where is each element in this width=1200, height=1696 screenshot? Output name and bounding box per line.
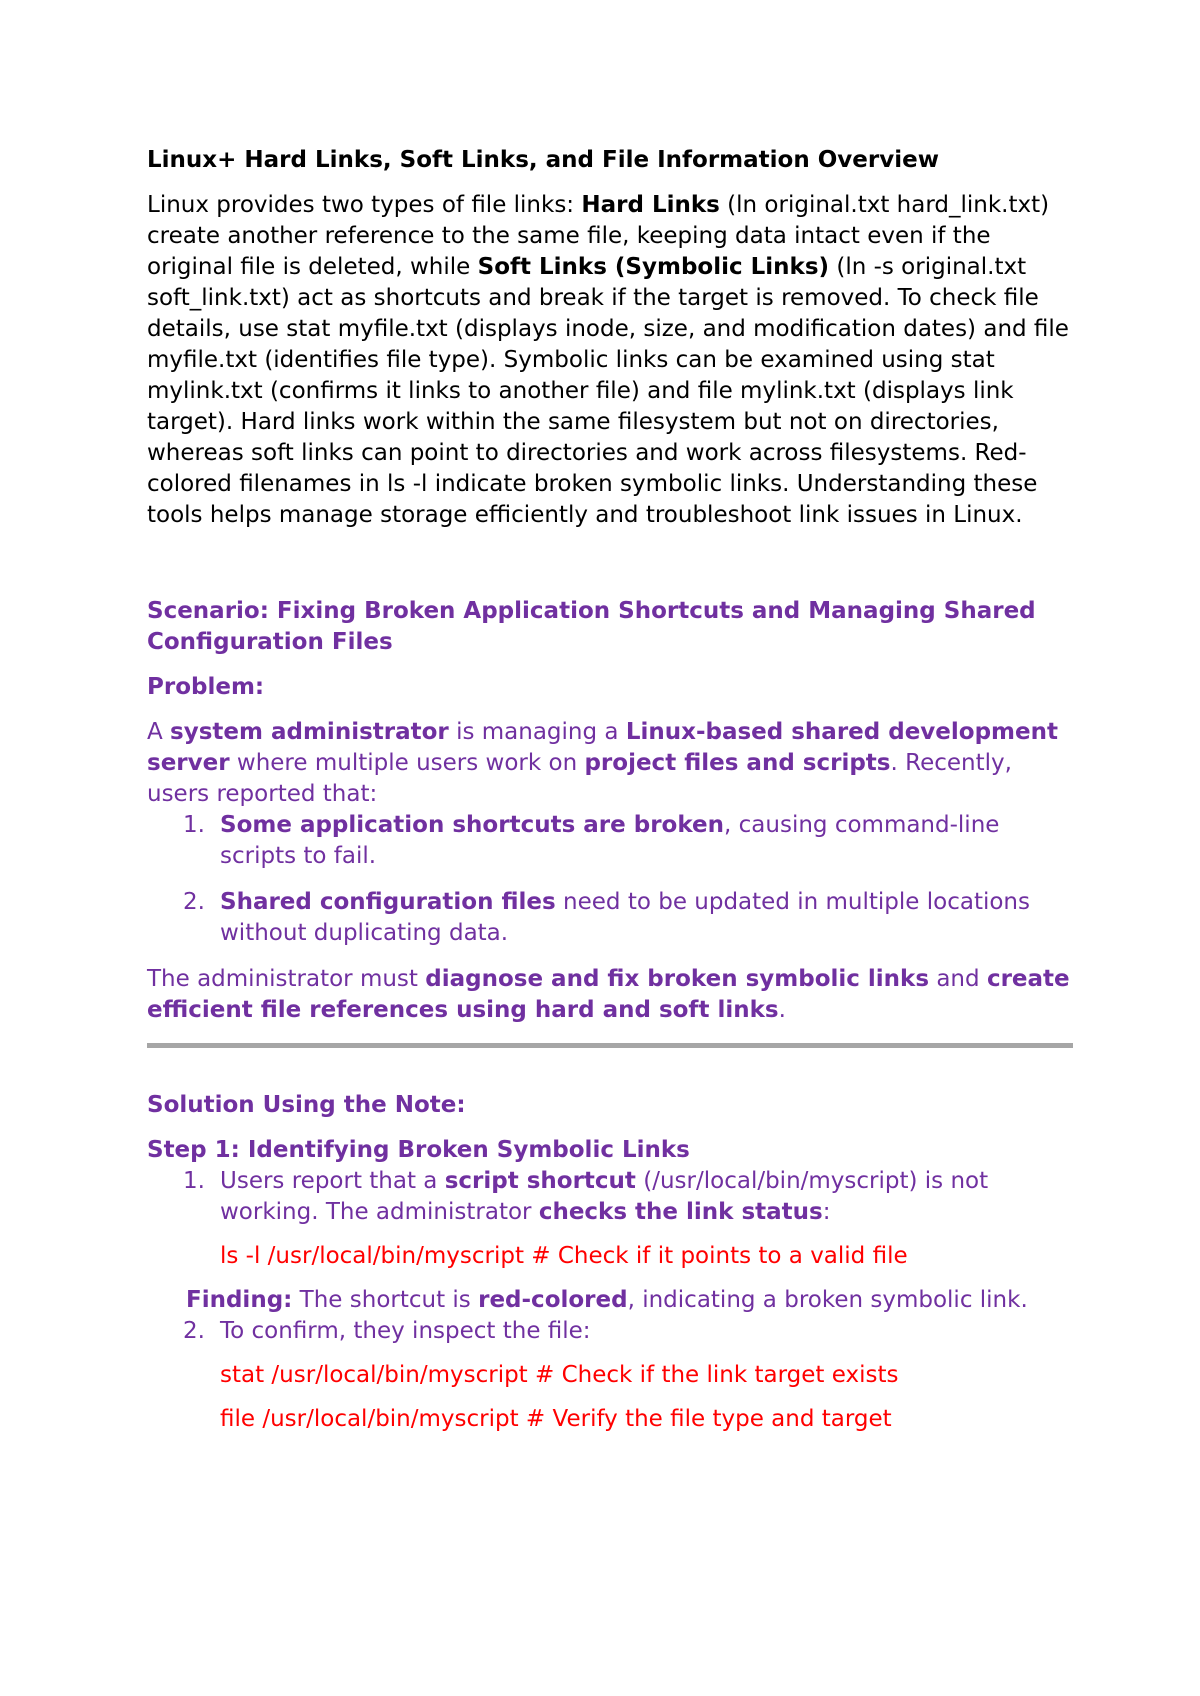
step-1-heading: Step 1: Identifying Broken Symbolic Links [147,1137,690,1163]
command-file: file /usr/local/bin/myscript # Verify the file type and target [220,1406,892,1432]
conclusion-text-2: and [929,966,987,992]
problem-heading: Problem: [147,674,265,700]
list-number: 2. [183,1318,205,1344]
step-1-list [147,1166,1070,1228]
finding-paragraph [147,1285,1070,1316]
list-item-text: : [822,1199,831,1225]
conclusion-bold-2: create efficient file references using hard and soft links [147,966,1070,1023]
problem-text-2: is managing a [448,719,626,745]
step-1-list-continued [147,1316,1070,1347]
list-number: 1. [183,812,205,838]
list-item-bold: Some application shortcuts are broken [220,812,725,838]
problem-list [147,810,1070,949]
list-item [147,810,1070,872]
conclusion-paragraph [147,964,1070,1026]
intro-hard-links: Hard Links [581,192,720,218]
problem-text-3: where multiple users work on [229,750,585,776]
list-item-bold: Shared configuration files [220,889,556,915]
list-item-bold: checks the link status [538,1199,823,1225]
list-item [147,1316,1070,1347]
intro-paragraph [147,190,1070,531]
list-number: 1. [183,1168,205,1194]
problem-bold-2: Linux-based shared development server [147,719,1058,776]
intro-soft-links: Soft Links (Symbolic Links) [477,254,830,280]
command-ls: ls -l /usr/local/bin/myscript # Check if it points to a valid file [220,1243,908,1269]
conclusion-bold-1: diagnose and fix broken symbolic links [425,966,930,992]
problem-text-1: A [147,719,171,745]
finding-text-2: , indicating a broken symbolic link. [627,1287,1028,1313]
list-item-text: To confirm, they inspect the file: [220,1318,591,1344]
problem-bold-3: project files and scripts [584,750,891,776]
command-stat: stat /usr/local/bin/myscript # Check if the link target exists [220,1362,899,1388]
horizontal-divider [147,1043,1073,1048]
conclusion-text-3: . [778,997,786,1023]
document-title: Linux+ Hard Links, Soft Links, and File Information Overview [147,147,939,173]
intro-text-2: (ln original.txt hard_link.txt) create another reference to the same file, keeping data intact even if the original file is deleted, while [147,192,1050,280]
intro-text-1: Linux provides two types of file links: [147,192,582,218]
problem-bold-1: system administrator [170,719,449,745]
scenario-heading: Scenario: Fixing Broken Application Shortcuts and Managing Shared Configuration Files [147,598,1036,655]
list-item-bold: script shortcut [444,1168,636,1194]
problem-text-4: . Recently, users reported that: [147,750,1012,807]
intro-text-3: (ln -s original.txt soft_link.txt) act as shortcuts and break if the target is removed. To check file details, use stat myfile.txt (displays inode, size, and modification dates) and file myfile.txt (identifies file type). Symbolic links can be examined using stat mylink.txt (confirms it links to another file) and file mylink.txt (displays link target). Hard links work within the same filesystem but not on directories, whereas soft links can point to directories and work across filesystems. Red-colored filenames in ls -l indicate broken symbolic links. Understanding these tools helps manage storage efficiently and troubleshoot link issues in Linux. [147,254,1069,528]
finding-label: Finding: [186,1287,293,1313]
finding-text-1: The shortcut is [292,1287,479,1313]
solution-heading: Solution Using the Note: [147,1092,466,1118]
list-item-text: Users report that a [220,1168,445,1194]
list-item-text: , causing command-line scripts to fail. [220,812,1000,869]
problem-paragraph [147,717,1070,810]
list-number: 2. [183,889,205,915]
list-item [147,1166,1070,1228]
list-item-text: need to be updated in multiple locations without duplicating data. [220,889,1030,946]
finding-bold: red-colored [478,1287,628,1313]
list-item [147,887,1070,949]
list-item-text: (/usr/local/bin/myscript) is not working. The administrator [220,1168,989,1225]
conclusion-text-1: The administrator must [147,966,426,992]
